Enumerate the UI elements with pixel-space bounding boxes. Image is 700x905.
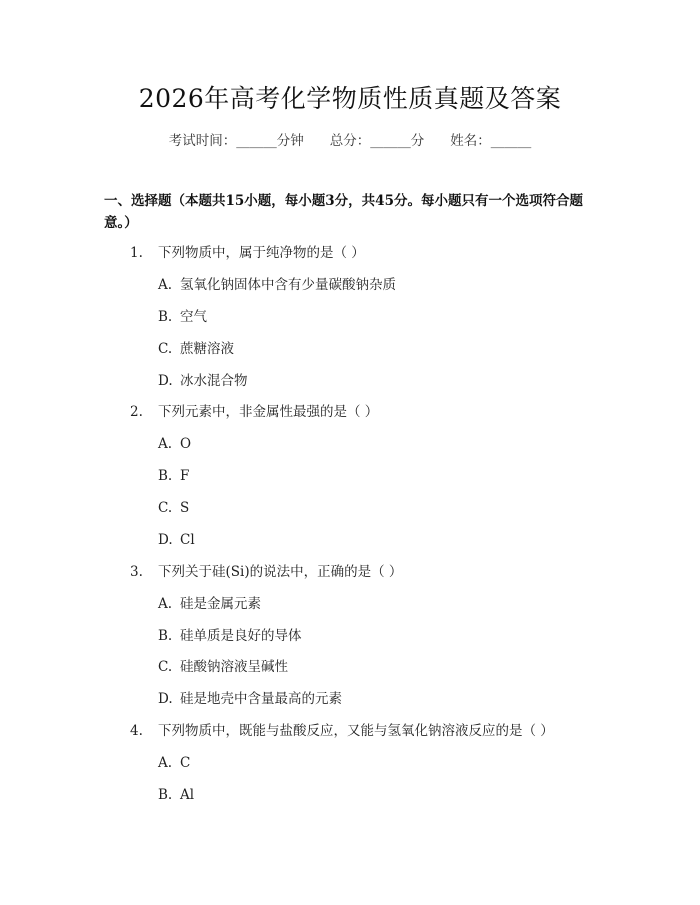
option-text: 冰水混合物 <box>180 373 248 389</box>
question-4 <box>130 721 600 741</box>
option-1c <box>158 339 598 359</box>
option-text: S <box>180 500 190 516</box>
option-text: 蔗糖溶液 <box>180 341 234 357</box>
question-2 <box>130 402 600 422</box>
question-number: 1. <box>130 245 143 261</box>
total-score-field: 总分：______分 <box>329 133 425 149</box>
option-2c <box>158 498 598 518</box>
option-2a <box>158 434 598 454</box>
exam-time-field: 考试时间：______分钟 <box>168 133 304 149</box>
option-letter: B. <box>158 468 173 484</box>
option-letter: B. <box>158 628 173 644</box>
option-4a <box>158 753 598 773</box>
option-3d <box>158 689 598 709</box>
option-3a <box>158 594 598 614</box>
option-1d <box>158 371 598 391</box>
question-number: 3. <box>130 564 143 580</box>
option-text: 硅是金属元素 <box>180 596 261 612</box>
option-letter: C. <box>158 659 173 675</box>
question-number: 4. <box>130 723 143 739</box>
option-letter: D. <box>158 691 173 707</box>
option-1a <box>158 275 598 295</box>
option-text: O <box>180 436 192 452</box>
question-1 <box>130 243 600 263</box>
option-text: Cl <box>180 532 195 548</box>
option-letter: A. <box>158 277 173 293</box>
option-text: 氢氧化钠固体中含有少量碳酸钠杂质 <box>180 277 396 293</box>
option-letter: C. <box>158 341 173 357</box>
option-text: 空气 <box>180 309 207 325</box>
question-text: 下列物质中，属于纯净物的是（ ） <box>158 245 365 261</box>
option-3b <box>158 626 598 646</box>
option-letter: D. <box>158 373 173 389</box>
student-name-field: 姓名：______ <box>450 133 532 149</box>
exam-info-line <box>0 131 700 151</box>
option-1b <box>158 307 598 327</box>
option-letter: C. <box>158 500 173 516</box>
option-letter: B. <box>158 309 173 325</box>
option-letter: A. <box>158 436 173 452</box>
option-4b <box>158 785 598 805</box>
page-title: 2026年高考化学物质性质真题及答案 <box>138 84 562 113</box>
question-text: 下列物质中，既能与盐酸反应，又能与氢氧化钠溶液反应的是（ ） <box>158 723 554 739</box>
question-text: 下列元素中，非金属性最强的是（ ） <box>158 404 379 420</box>
option-letter: B. <box>158 787 173 803</box>
option-3c <box>158 657 598 677</box>
option-text: C <box>180 755 191 771</box>
option-text: 硅酸钠溶液呈碱性 <box>180 659 288 675</box>
option-2d <box>158 530 598 550</box>
option-letter: A. <box>158 596 173 612</box>
option-text: F <box>180 468 190 484</box>
option-letter: A. <box>158 755 173 771</box>
option-letter: D. <box>158 532 173 548</box>
option-text: 硅是地壳中含量最高的元素 <box>180 691 342 707</box>
section-heading-multiple-choice: 一、选择题（本题共15小题，每小题3分，共45分。每小题只有一个选项符合题意。） <box>104 193 583 231</box>
option-text: Al <box>180 787 195 803</box>
option-text: 硅单质是良好的导体 <box>180 628 302 644</box>
option-2b <box>158 466 598 486</box>
question-number: 2. <box>130 404 143 420</box>
question-text: 下列关于硅(Si)的说法中，正确的是（ ） <box>158 564 403 580</box>
question-3 <box>130 562 600 582</box>
